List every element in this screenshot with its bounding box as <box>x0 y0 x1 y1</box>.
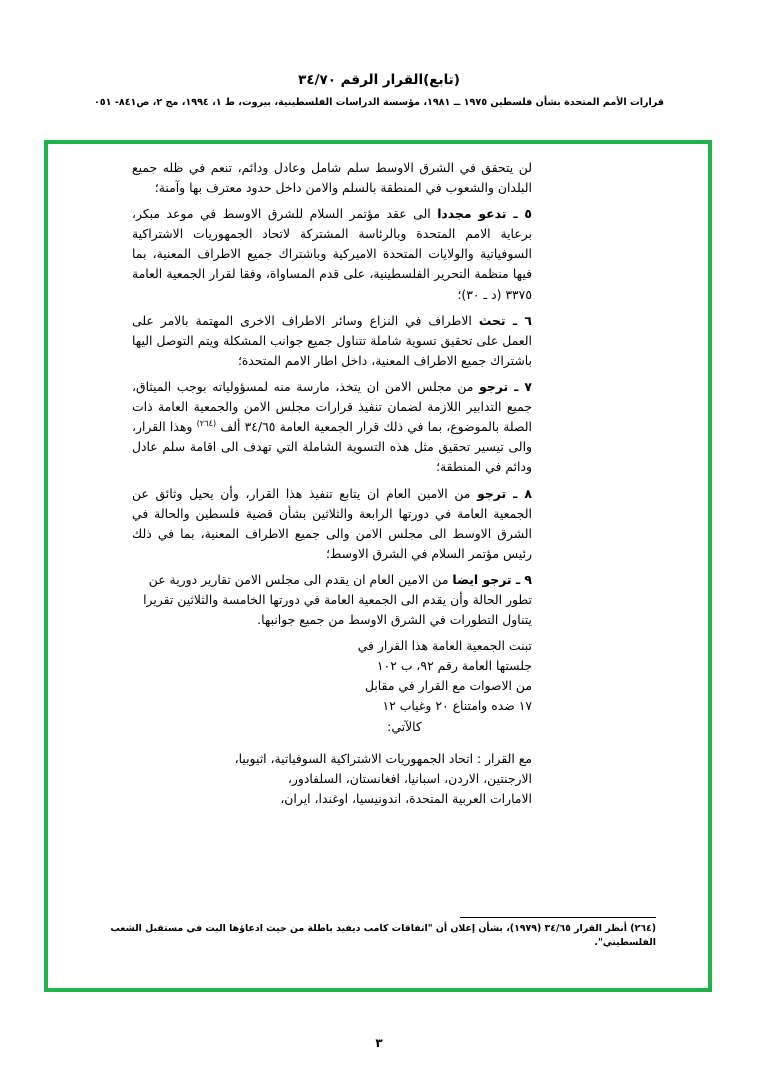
vote-line: تبنت الجمعية العامة هذا القرار في <box>357 638 532 654</box>
paragraph-lead: ٦ ـ تحث <box>478 312 532 328</box>
page-title: (تابع)القرار الرقم ٣٤/٧٠ <box>298 72 460 88</box>
countries-line: الامارات العربية المتحدة، اندونيسيا، اوغندا، ايران، <box>280 790 532 806</box>
paragraph-text: الاطراف في النزاع وسائر الاطراف الاخرى المهتمة بالامر على العمل على تحقيق تسوية شاملة تتناول جميع جوانب المشكلة ويتم التوصل اليها باشتراك جميع الاطراف المعنية، داخل اطار الامم المتحدة؛ <box>132 312 532 368</box>
vote-line: من الاصوات مع القرار في مقابل <box>364 678 532 694</box>
paragraph-text-after: وهذا القرار، والى تيسير تحقيق مثل هذه التسوية الشاملة التي تهدف الى اقامة سلم عادل ودائم في المنطقة؛ <box>132 419 532 475</box>
countries-line: الارجنتين، الاردن، اسبانيا، افغانستان، السلفادور، <box>287 770 532 786</box>
vote-line: جلستها العامة رقم ٩٢، ب ١٠٢ <box>376 658 532 674</box>
paragraph-lead: ٧ ـ ترجو <box>479 378 532 394</box>
paragraph-text: من الامين العام ان يتابع تنفيذ هذا القرار، وأن يحيل وثائق عن الجمعية العامة في دورتها الرابعة والثلاثين بشأن قضية فلسطين والحالة في الشرق الاوسط الى مجلس الامن والى جميع الاطراف المعنية، بما في ذلك رئيس مؤتمر السلام في الشرق الاوسط؛ <box>132 485 532 561</box>
green-border-frame <box>44 140 712 992</box>
paragraph-text: الى عقد مؤتمر السلام للشرق الاوسط في موعد مبكر، برعاية الامم المتحدة وبالرئاسة المشتركة لاتحاد الجمهوريات الاشتراكية السوفياتية والولايات المتحدة الاميركية وباشتراك جميع الاطراف المعنية، بما فيها منظمة التحرير الفلسطينية، على قدم المساواة، وفقا لقرار الجمعية العامة ٣٣٧٥ (د ـ ٣٠)؛ <box>132 206 532 302</box>
document-header <box>0 72 758 108</box>
paragraph-5 <box>132 204 532 304</box>
paragraph-text: من مجلس الامن ان يتخذ، مارسة منه لمسؤولياته بوجب الميثاق، جميع التدابير اللازمة لضمان تنفيذ قرارات مجلس الامن والجمعية العامة ذات الصلة بالموضوع، بما في ذلك قرار الجمعية العامة ٣٤/٦٥ ألف <box>132 378 532 435</box>
page-number: ٣ <box>375 1036 383 1050</box>
paragraph-text: لن يتحقق في الشرق الاوسط سلم شامل وعادل ودائم، تنعم في ظله جميع البلدان والشعوب في المنطقة بالسلم والامن داخل حدود معترف بها وآمنة؛ <box>132 160 532 196</box>
countries-in-favour-block <box>202 749 532 809</box>
source-citation: قرارات الأمم المتحدة بشأن فلسطين ١٩٧٥ ــ ١٩٨١، مؤسسة الدراسات الفلسطينية، بيروت، ط ١، ١٩٩٤، مج ٢، ص٨٤١- ٠٥١ <box>93 97 665 108</box>
paragraph-text: من الامين العام ان يقدم الى مجلس الامن تقارير دورية عن تطور الحالة وأن يقدم الى الجمعية العامة في دورتها الخامسة والثلاثين تقريرا يتناول التطورات في الشرق الاوسط من جميع جوانبها. <box>143 571 532 628</box>
paragraph-lead: ٥ ـ تدعو مجددا <box>437 206 532 222</box>
paragraph-7 <box>132 377 532 478</box>
frame-content <box>74 158 682 976</box>
paragraph-9 <box>132 570 532 630</box>
footnote-marker: (٢٦٤) <box>196 418 217 429</box>
vote-result-block <box>202 636 532 716</box>
footnote-text: (٢٦٤) أنظر القرار ٣٤/٦٥ (١٩٧٩)، بشأن إعلان أن "اتفاقات كامب ديفيد باطلة من حيث ادعاؤها البت في مستقبل الشعب الفلسطيني". <box>110 922 656 948</box>
paragraph-8 <box>132 484 532 564</box>
paragraph-lead: ٨ ـ ترجو <box>477 485 532 501</box>
resolution-body <box>132 158 532 809</box>
paragraph-lead: ٩ ـ ترجو ايضا <box>452 571 532 587</box>
paragraph-intro-continuation <box>132 158 532 198</box>
paragraph-6 <box>132 311 532 371</box>
countries-line: مع القرار : اتحاد الجمهوريات الاشتراكية السوفياتية، اثيوبيا، <box>234 750 532 766</box>
vote-line: ١٧ ضده وامتناع ٢٠ وغياب ١٢ <box>382 698 532 714</box>
footnote-separator <box>460 917 656 918</box>
vote-list-intro: كالآتي: <box>387 718 422 734</box>
